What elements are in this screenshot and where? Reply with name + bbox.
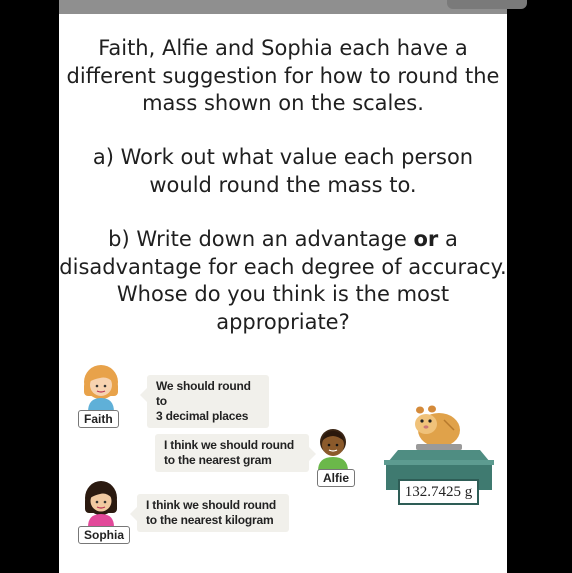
top-bar-tab[interactable] [447,0,527,9]
sophia-speech-line2: to the nearest kilogram [146,513,274,527]
sophia-avatar [80,477,122,527]
alfie-speech-bubble [155,434,309,472]
sophia-speech-bubble [137,494,289,532]
faith-speech-line2: 3 decimal places [156,409,249,423]
sophia-nametag: Sophia [78,526,130,544]
sophia-speech-line1: I think we should round [146,498,277,512]
faith-speech-bubble [147,375,269,428]
question-part-b: b) Write down an advantage or a disadvantage for each degree of accuracy. Whose do you think is the most appropriate? [59,227,507,334]
guinea-pig-icon [415,406,460,448]
faith-speech-line1: We should round to [156,379,251,408]
question-intro: Faith, Alfie and Sophia each have a different suggestion for how to round the mass shown on the scales. [66,36,500,115]
question-part-a: a) Work out what value each person would round the mass to. [92,145,474,197]
alfie-nametag: Alfie [317,469,355,487]
alfie-avatar [312,423,354,471]
alfie-speech-line2: to the nearest gram [164,453,272,467]
faith-avatar [80,362,122,412]
alfie-speech-line1: I think we should round [164,438,295,452]
scales-reading-display: 132.7425 g [398,479,479,505]
faith-nametag: Faith [78,410,119,428]
browser-top-bar [59,0,507,14]
